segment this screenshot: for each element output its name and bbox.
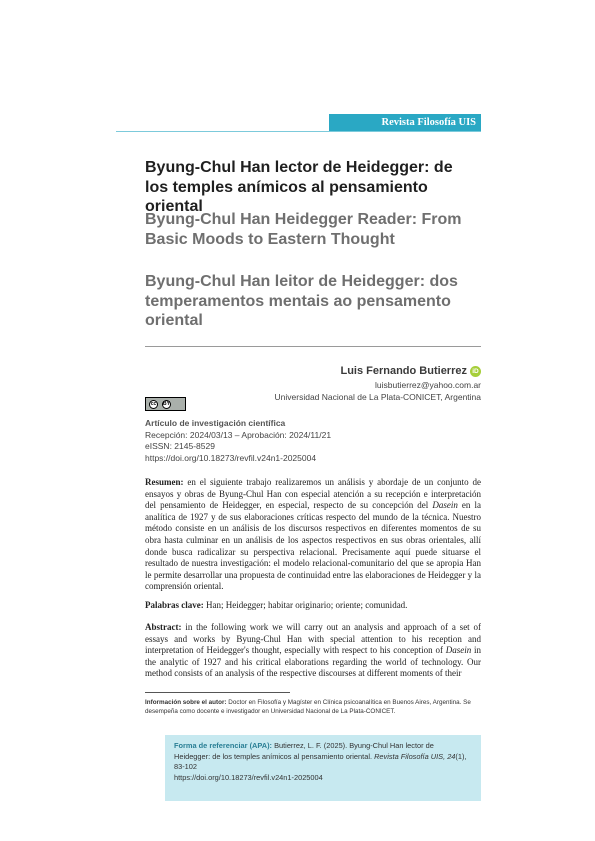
author-footnote [145, 698, 481, 716]
citation-doi[interactable]: https://doi.org/10.18273/revfil.v24n1-2025004 [174, 772, 323, 782]
citation-text: Butierrez, L. F. (2025). Byung-Chul Han lector de Heidegger: de los temples anímicos al pensamiento oriental. [174, 741, 434, 761]
citation-volume: 24 [445, 751, 456, 761]
abstract-text-cont: in the analytic of 1927 and his critical elaborations regarding the world of technology. Our method consists of an analysis of the respective discourses at different moments of their [145, 645, 481, 679]
cc-license-badge[interactable] [145, 397, 186, 411]
title-portuguese: Byung-Chul Han leitor de Heidegger: dos temperamentos mentais ao pensamento oriental [145, 273, 458, 329]
abstract-label: Abstract: [145, 622, 182, 632]
author-affiliation: Universidad Nacional de La Plata-CONICET, Argentina [274, 392, 481, 402]
keywords-paragraph [145, 600, 481, 612]
author-block [275, 361, 481, 403]
resumen-italic: Dasein [432, 500, 458, 511]
article-eissn: eISSN: 2145-8529 [145, 441, 215, 451]
resumen-text-cont: en la analítica de 1927 y de sus elaboraciones críticas respecto del mundo de la técnica. Nuestro método consiste en un análisis de los discursos respectivos en diferentes momentos de su obra hasta culminar en un análisis de los aspectos respectivos en sus obras orientales, allí donde busca radicalizar su perspectiva relacional. Precisamente aquí puede situarse el resultado de nuestra investigación: el modelo relacional-comunitario del que se apropia Han le permite desarrollar una propuesta de continuidad entre las elaboraciones de Heidegger y la comprensión oriental. [145, 500, 481, 592]
footnote-rule [145, 692, 290, 693]
citation-label: Forma de referenciar (APA): [174, 741, 273, 750]
abstract-italic: Dasein [445, 645, 472, 656]
journal-banner [329, 114, 481, 131]
resumen-paragraph [145, 477, 481, 593]
keywords-text: Han; Heidegger; habitar originario; oriente; comunidad. [203, 600, 408, 610]
article-type: Artículo de investigación científica [145, 418, 286, 428]
footnote-text: Doctor en Filosofía y Magíster en Clínica psicoanalítica en Buenos Aires, Argentina. Se desempeña como docente e investigador en Universidad Nacional de La Plata-CONICET. [145, 699, 471, 715]
article-dates: Recepción: 2024/03/13 – Aprobación: 2024/11/21 [145, 429, 332, 440]
orcid-icon[interactable]: iD [470, 366, 481, 377]
author-email[interactable]: luisbutierrez@yahoo.com.ar [375, 380, 481, 390]
footnote-label: Información sobre el autor: [145, 699, 227, 706]
journal-name: Revista Filosofía UIS [381, 117, 476, 128]
citation-journal: Revista Filosofía UIS, [374, 751, 446, 761]
citation-box [165, 735, 481, 801]
title-spanish: Byung-Chul Han lector de Heidegger: de los temples anímicos al pensamiento oriental [145, 159, 453, 215]
title-english: Byung-Chul Han Heidegger Reader: From Basic Moods to Eastern Thought [145, 211, 462, 248]
abstract-paragraph [145, 622, 481, 680]
article-doi[interactable]: https://doi.org/10.18273/revfil.v24n1-2025004 [145, 452, 317, 463]
author-name: Luis Fernando Butierrez [340, 365, 467, 377]
title-divider [145, 346, 481, 347]
cc-icon: cc [150, 400, 157, 407]
abstract-text: in the following work we will carry out an analysis and approach of a set of essays and works by Byung-Chul Han with special attention to his reception and interpretation of Heidegger's thought, especially with respect to his conception of [145, 622, 481, 656]
attribution-icon: BY [163, 400, 170, 407]
keywords-label: Palabras clave: [145, 600, 204, 610]
header-rule [116, 131, 481, 132]
resumen-text: en el siguiente trabajo realizaremos un análisis y abordaje de un conjunto de ensayos y obras de Byung-Chul Han con especial atención a su recepción e interpretación del pensamiento de Heidegger, en especial, respecto de su concepción del [145, 477, 481, 511]
resumen-label: Resumen: [145, 477, 184, 487]
article-meta [145, 418, 331, 464]
citation-pages: (1), 83-102 [174, 751, 467, 771]
